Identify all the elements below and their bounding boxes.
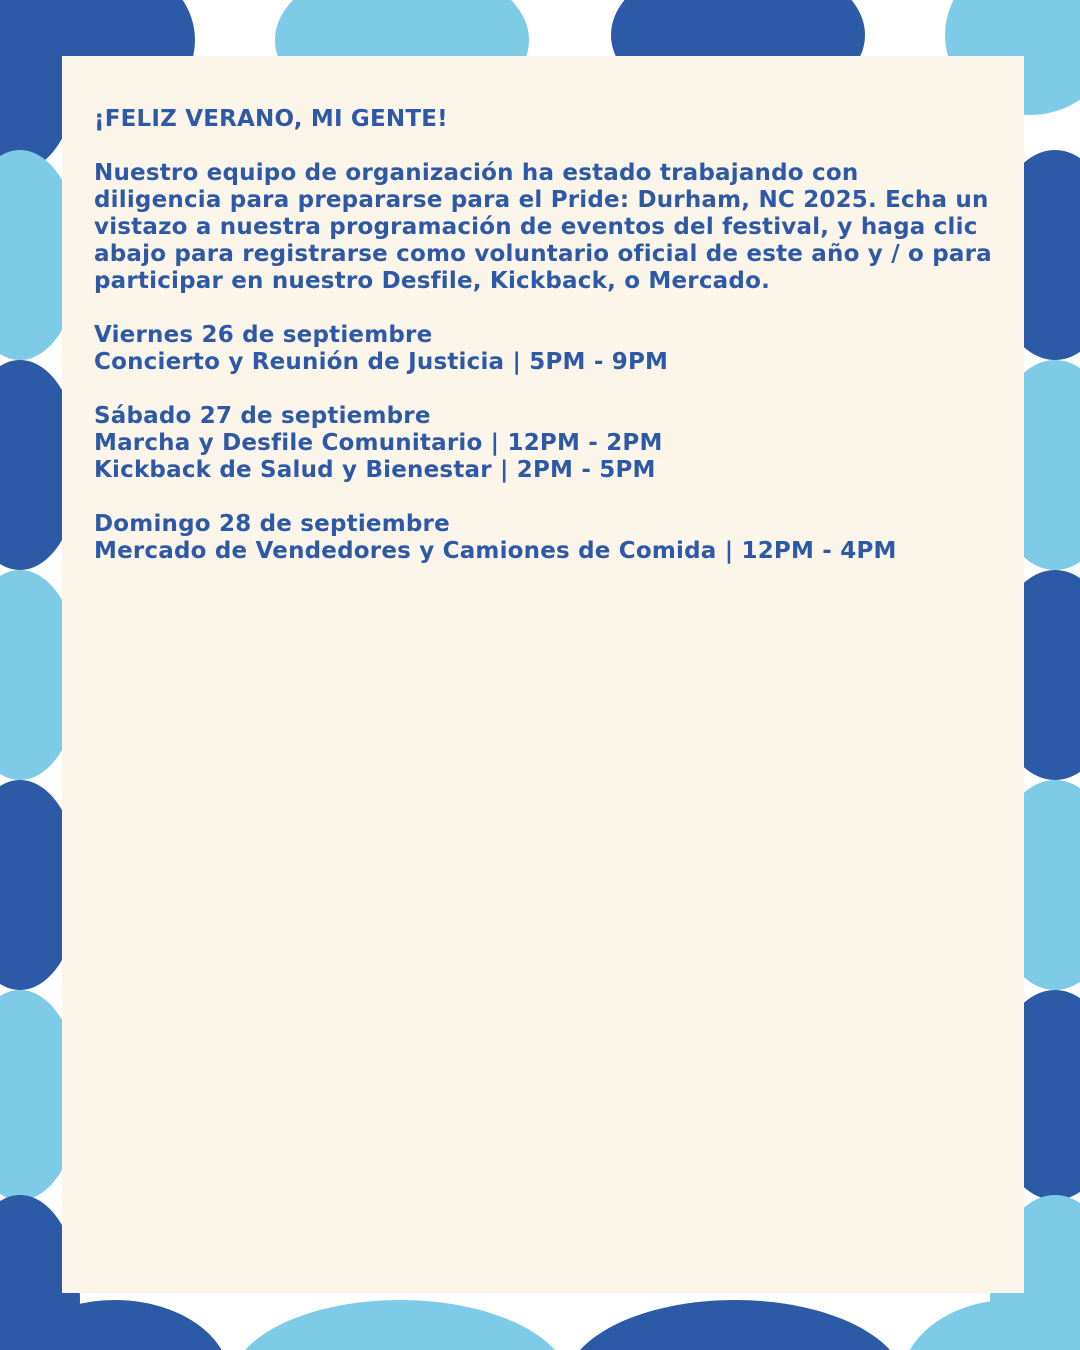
schedule-day-saturday <box>94 403 992 484</box>
event-item: Marcha y Desfile Comunitario | 12PM - 2PM <box>94 430 663 456</box>
event-item: Kickback de Salud y Bienestar | 2PM - 5PM <box>94 457 656 483</box>
day-heading: Domingo 28 de septiembre <box>94 511 450 537</box>
event-item: Mercado de Vendedores y Camiones de Comida | 12PM - 4PM <box>94 538 897 564</box>
schedule-day-sunday <box>94 511 992 565</box>
day-heading: Sábado 27 de septiembre <box>94 403 431 429</box>
intro-paragraph: Nuestro equipo de organización ha estado trabajando con diligencia para prepararse para el Pride: Durham, NC 2025. Echa un vistazo a nuestra programación de eventos del festival, y haga clic abajo para registrarse como voluntario oficial de este año y / o para participar en nuestro Desfile, Kickback, o Mercado. <box>94 160 992 294</box>
content-card <box>62 56 1024 1293</box>
day-heading: Viernes 26 de septiembre <box>94 322 433 348</box>
greeting-heading: ¡FELIZ VERANO, MI GENTE! <box>94 106 448 132</box>
schedule-day-friday <box>94 322 992 376</box>
event-item: Concierto y Reunión de Justicia | 5PM - 9PM <box>94 349 669 375</box>
